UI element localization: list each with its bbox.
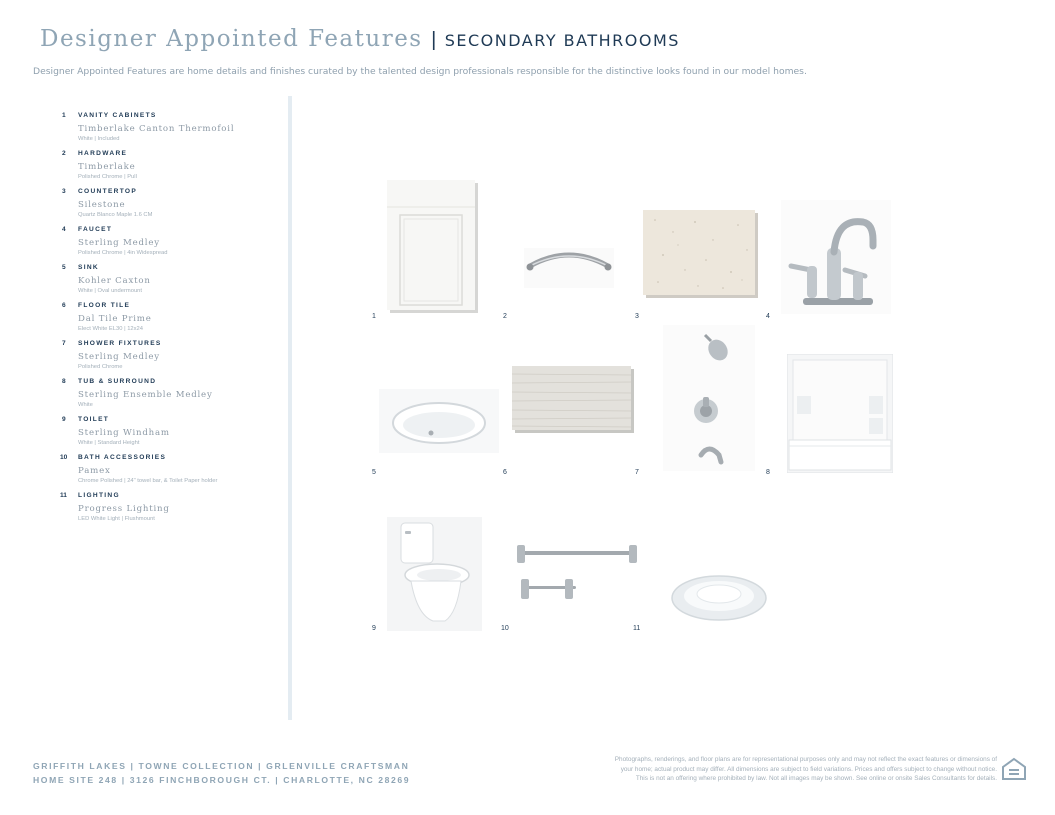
shower-fixtures-image bbox=[663, 325, 755, 471]
footer-address bbox=[33, 759, 410, 787]
image-label: 2 bbox=[503, 313, 507, 320]
feature-category: FLOOR TILE bbox=[78, 302, 131, 309]
hardware-pull-image bbox=[524, 248, 614, 288]
feature-number: 8 bbox=[62, 378, 66, 385]
feature-category: SHOWER FIXTURES bbox=[78, 340, 162, 347]
feature-category: HARDWARE bbox=[78, 150, 128, 157]
sink-image bbox=[379, 389, 499, 453]
faucet-image bbox=[781, 200, 891, 314]
feature-number: 9 bbox=[62, 416, 66, 423]
feature-number: 3 bbox=[62, 188, 66, 195]
title-separator: | bbox=[431, 29, 437, 51]
feature-detail: Polished Chrome bbox=[78, 364, 123, 370]
image-label: 7 bbox=[635, 469, 639, 476]
image-label: 4 bbox=[766, 313, 770, 320]
image-label: 6 bbox=[503, 469, 507, 476]
vertical-divider bbox=[288, 96, 292, 720]
feature-name: Dal Tile Prime bbox=[78, 314, 152, 324]
countertop-sample-image bbox=[643, 210, 759, 299]
tub-surround-image bbox=[787, 354, 893, 473]
feature-item bbox=[62, 264, 282, 295]
image-label: 3 bbox=[635, 313, 639, 320]
footer-disclaimer bbox=[500, 755, 997, 784]
feature-detail: Polished Chrome | Pull bbox=[78, 174, 137, 180]
feature-detail: White | Included bbox=[78, 136, 120, 142]
image-label: 10 bbox=[501, 625, 509, 632]
feature-item bbox=[62, 454, 282, 485]
feature-category: TOILET bbox=[78, 416, 110, 423]
image-label: 5 bbox=[372, 469, 376, 476]
vanity-cabinet-image bbox=[387, 180, 481, 316]
image-label: 8 bbox=[766, 469, 770, 476]
feature-category: LIGHTING bbox=[78, 492, 120, 499]
feature-name: Progress Lighting bbox=[78, 504, 170, 514]
feature-item bbox=[62, 340, 282, 371]
feature-number: 4 bbox=[62, 226, 66, 233]
feature-item bbox=[62, 492, 282, 523]
feature-detail: Elect White EL30 | 12x24 bbox=[78, 326, 143, 332]
feature-name: Sterling Medley bbox=[78, 352, 160, 362]
feature-name: Silestone bbox=[78, 200, 126, 210]
feature-detail: LED White Light | Flushmount bbox=[78, 516, 155, 522]
feature-number: 6 bbox=[62, 302, 66, 309]
feature-category: COUNTERTOP bbox=[78, 188, 138, 195]
feature-detail: Quartz Blanco Maple 1.6 CM bbox=[78, 212, 153, 218]
feature-category: FAUCET bbox=[78, 226, 113, 233]
disclaimer-line: This is not an offering where prohibited by law. Not all images may be shown. See online or onsite Sales Consultants for details. bbox=[635, 775, 997, 783]
feature-item bbox=[62, 226, 282, 257]
feature-category: VANITY CABINETS bbox=[78, 112, 157, 119]
feature-item bbox=[62, 150, 282, 181]
feature-detail: Chrome Polished | 24" towel bar, & Toilet Paper holder bbox=[78, 478, 218, 484]
feature-list bbox=[62, 112, 282, 530]
floor-tile-image bbox=[512, 366, 634, 433]
footer-line-homesite: HOME SITE 248 | 3126 FINCHBOROUGH CT. | CHARLOTTE, NC 28269 bbox=[33, 775, 411, 785]
feature-name: Pamex bbox=[78, 466, 111, 476]
feature-number: 1 bbox=[62, 112, 66, 119]
feature-item bbox=[62, 378, 282, 409]
feature-name: Timberlake bbox=[78, 162, 136, 172]
title-section: SECONDARY BATHROOMS bbox=[444, 31, 680, 50]
feature-category: BATH ACCESSORIES bbox=[78, 454, 167, 461]
bath-accessories-image bbox=[517, 537, 637, 605]
feature-number: 10 bbox=[60, 454, 68, 461]
disclaimer-line: your home; actual product may differ. All dimensions are subject to field variations. Prices and offers subject to change without notice. bbox=[620, 765, 997, 773]
feature-category: SINK bbox=[78, 264, 99, 271]
feature-name: Sterling Medley bbox=[78, 238, 160, 248]
footer-line-community: GRIFFITH LAKES | TOWNE COLLECTION | GRLENVILLE CRAFTSMAN bbox=[33, 761, 410, 771]
toilet-image bbox=[387, 517, 482, 631]
lighting-image bbox=[668, 564, 770, 624]
disclaimer-line: Photographs, renderings, and floor plans are for representational purposes only and may not reflect the exact features or dimensions of bbox=[614, 756, 997, 763]
feature-detail: White bbox=[78, 402, 93, 408]
page-title bbox=[40, 26, 680, 52]
feature-name: Sterling Ensemble Medley bbox=[78, 390, 213, 400]
feature-name: Timberlake Canton Thermofoil bbox=[78, 124, 235, 134]
feature-detail: White | Standard Height bbox=[78, 440, 140, 446]
feature-number: 7 bbox=[62, 340, 66, 347]
feature-item bbox=[62, 416, 282, 447]
feature-number: 2 bbox=[62, 150, 66, 157]
image-label: 11 bbox=[633, 625, 641, 632]
feature-detail: White | Oval undermount bbox=[78, 288, 143, 294]
feature-number: 11 bbox=[60, 492, 67, 499]
feature-item bbox=[62, 188, 282, 219]
feature-name: Kohler Caxton bbox=[78, 276, 151, 286]
feature-name: Sterling Windham bbox=[78, 428, 170, 438]
feature-number: 5 bbox=[62, 264, 66, 271]
feature-item bbox=[62, 112, 282, 143]
equal-housing-icon bbox=[1001, 757, 1027, 783]
title-main: Designer Appointed Features bbox=[40, 26, 423, 52]
image-label: 1 bbox=[372, 313, 376, 320]
image-label: 9 bbox=[372, 625, 376, 632]
feature-category: TUB & SURROUND bbox=[78, 378, 157, 385]
intro-text: Designer Appointed Features are home details and finishes curated by the talented design professionals responsible for the distinctive looks found in our model homes. bbox=[33, 66, 807, 77]
feature-detail: Polished Chrome | 4in Widespread bbox=[78, 250, 168, 256]
feature-item bbox=[62, 302, 282, 333]
